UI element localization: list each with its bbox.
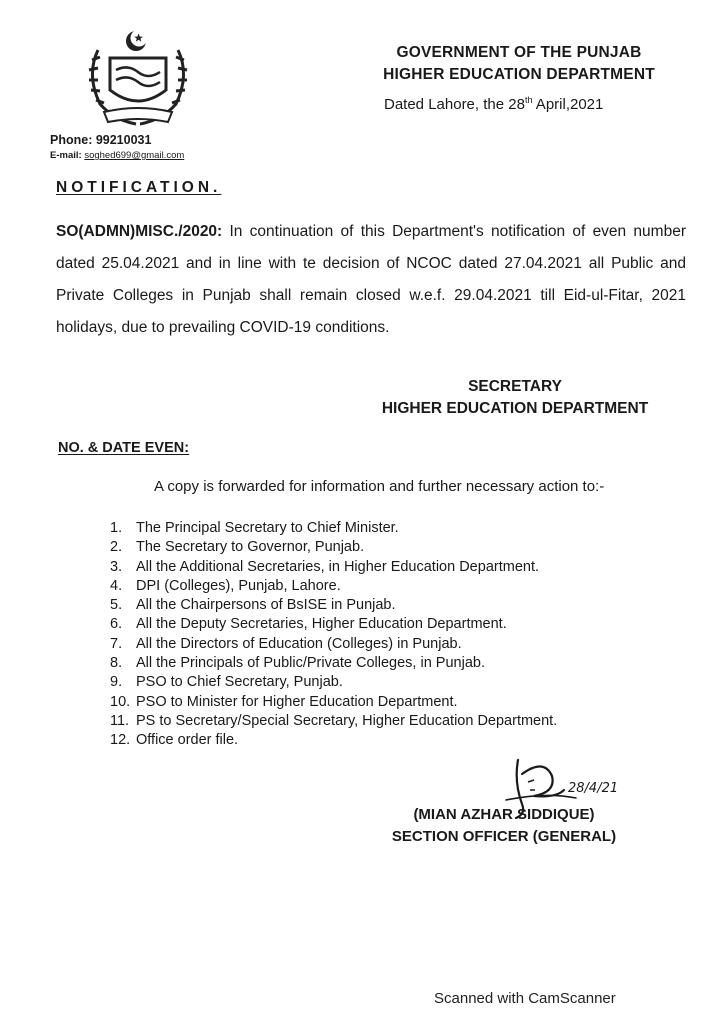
list-item [110, 731, 557, 750]
list-item [110, 538, 557, 557]
list-item-number: 4. [110, 577, 123, 594]
list-item-text: PS to Secretary/Special Secretary, Higher Education Department. [136, 712, 558, 729]
secretary-title: SECRETARY [468, 378, 562, 395]
dated-prefix: Dated Lahore, the 28 [384, 96, 525, 113]
signatory-block [384, 804, 624, 848]
letterhead-title [364, 42, 674, 86]
list-item-text: All the Deputy Secretaries, Higher Education Department. [136, 616, 507, 633]
notification-heading: NOTIFICATION. [56, 179, 222, 196]
list-item [110, 577, 557, 596]
handwritten-date: 28/4/21 [568, 781, 619, 796]
list-item-text: DPI (Colleges), Punjab, Lahore. [136, 577, 341, 594]
list-item [110, 596, 557, 615]
signatory-name: (MIAN AZHAR SIDDIQUE) [413, 806, 595, 823]
dated-line [384, 96, 603, 113]
list-item [110, 712, 557, 731]
list-item-text: PSO to Chief Secretary, Punjab. [136, 674, 343, 691]
list-item-number: 3. [110, 558, 123, 575]
list-item-number: 5. [110, 597, 123, 614]
list-item-number: 9. [110, 674, 123, 691]
list-item-number: 2. [110, 539, 123, 556]
list-item-text: All the Directors of Education (Colleges) in Punjab. [136, 635, 462, 652]
list-item-text: All the Additional Secretaries, in Higher Education Department. [136, 558, 539, 575]
list-item-number: 10. [110, 693, 131, 710]
list-item-text: The Secretary to Governor, Punjab. [136, 539, 365, 556]
list-item-number: 8. [110, 655, 123, 672]
distribution-list [110, 519, 557, 751]
list-item [110, 615, 557, 634]
list-item [110, 519, 557, 538]
list-item-text: The Principal Secretary to Chief Minister. [136, 520, 399, 536]
signatory-title: SECTION OFFICER (GENERAL) [391, 828, 617, 845]
notification-text: In continuation of this Department's notification of even number dated 25.04.2021 and in line with te decision of NCOC dated 27.04.2021 all Public and Private Colleges in Punjab shall remain closed w.e.f. 29.04.2021 till Eid-ul-Fitar, 2021 holidays, due to prevailing COVID-19 conditions. [56, 223, 686, 336]
list-item-number: 11. [110, 712, 130, 729]
list-item-number: 1. [110, 520, 123, 536]
list-item [110, 635, 557, 654]
phone-number: Phone: 99210031 [50, 133, 152, 147]
list-item-text: All the Principals of Public/Private Colleges, in Punjab. [136, 655, 485, 672]
government-name: GOVERNMENT OF THE PUNJAB [396, 44, 642, 61]
list-item-number: 7. [110, 635, 123, 652]
email-label: E-mail: [50, 150, 85, 161]
list-item-number: 6. [110, 616, 123, 633]
no-date-even: NO. & DATE EVEN: [58, 440, 190, 456]
list-item [110, 693, 557, 712]
list-item-text: PSO to Minister for Higher Education Department. [136, 693, 458, 710]
list-item-number: 12. [110, 732, 131, 749]
notification-body [56, 216, 686, 344]
dated-suffix: April,2021 [532, 96, 604, 113]
notification-reference: SO(ADMN)MISC./2020: [56, 223, 223, 240]
list-item [110, 654, 557, 673]
distribution-intro: A copy is forwarded for information and further necessary action to:- [154, 478, 605, 495]
email-line [50, 150, 184, 161]
dated-ordinal: th [524, 95, 533, 105]
secretary-department: HIGHER EDUCATION DEPARTMENT [381, 400, 649, 417]
list-item [110, 558, 557, 577]
department-name: HIGHER EDUCATION DEPARTMENT [383, 66, 655, 83]
list-item [110, 673, 557, 692]
scanner-watermark: Scanned with CamScanner [434, 990, 616, 1007]
punjab-government-emblem [78, 20, 198, 132]
email-address: soghed699@gmail.com [84, 150, 185, 161]
secretary-block [360, 376, 670, 420]
list-item-text: Office order file. [136, 732, 239, 749]
list-item-text: All the Chairpersons of BsISE in Punjab. [136, 597, 396, 614]
